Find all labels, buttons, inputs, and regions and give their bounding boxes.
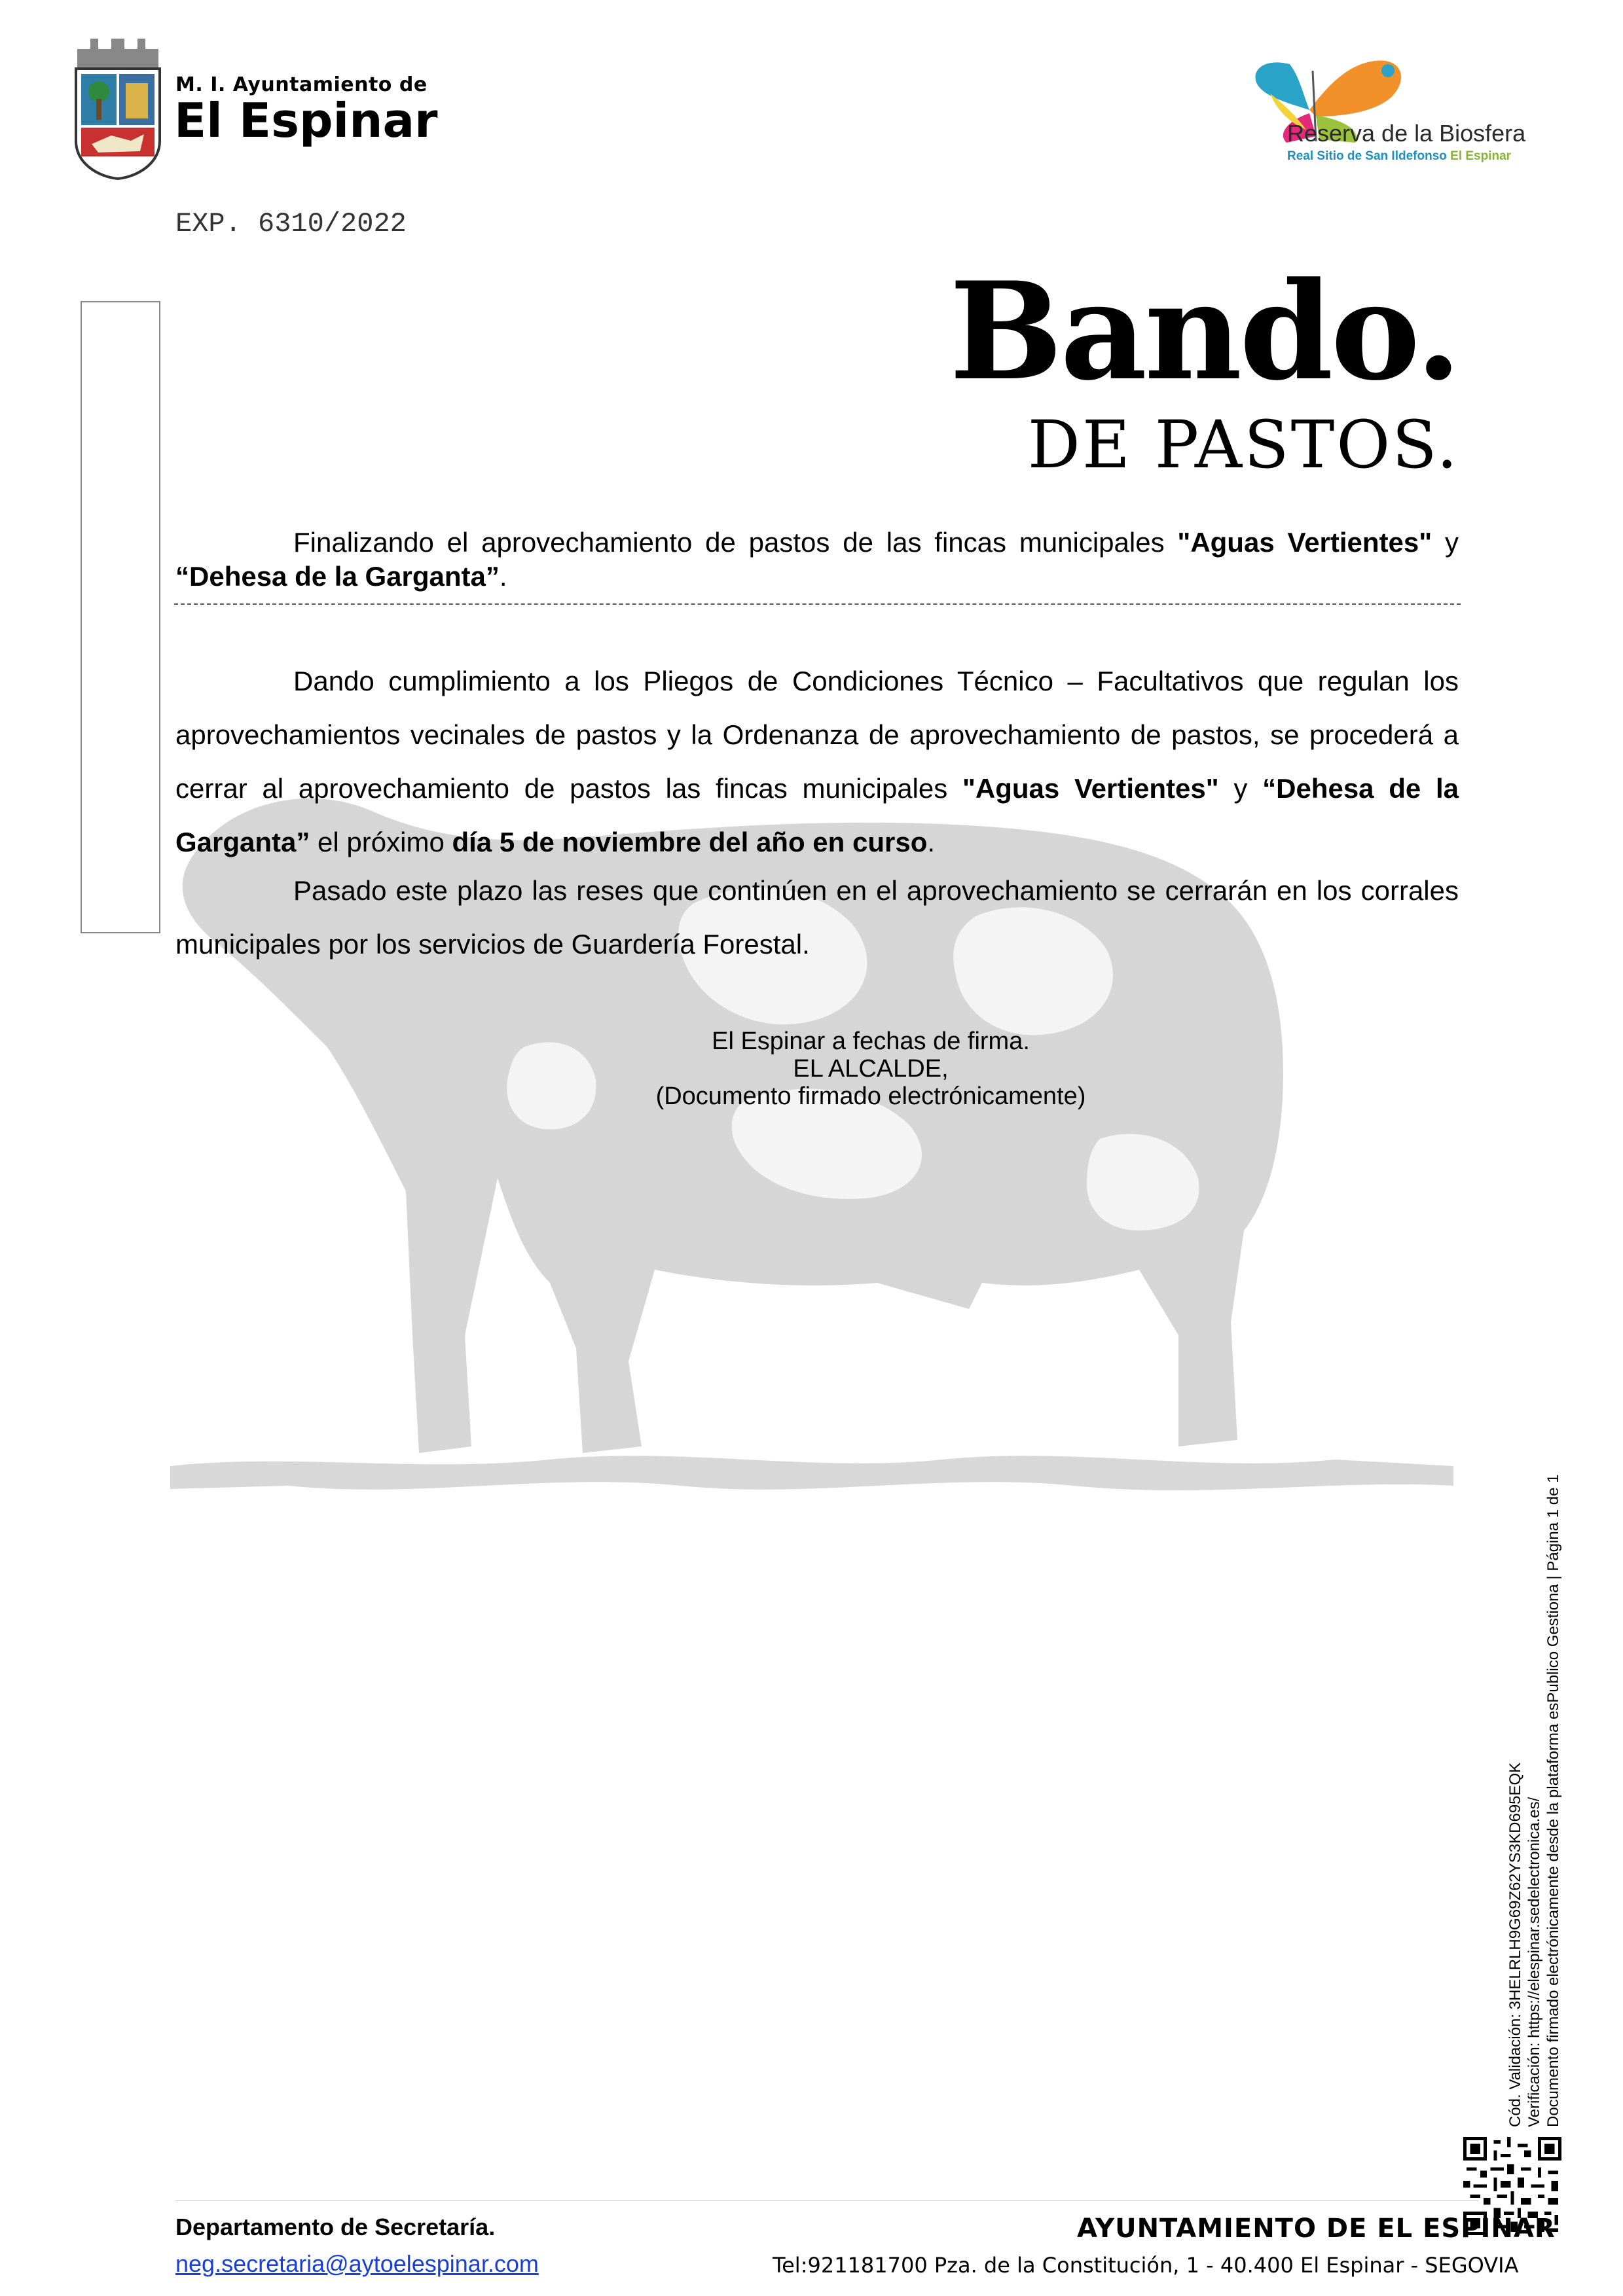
biosphere-subtitle-a: Real Sitio de San Ildefonso [1287, 149, 1451, 163]
signature-role: EL ALCALDE, [793, 1055, 949, 1083]
p2-bold-2: “Dehesa de la Garganta” [175, 773, 1459, 857]
signature-block [629, 1028, 1113, 1110]
biosphere-subtitle-b: El Espinar [1450, 149, 1512, 163]
file-number: EXP. 6310/2022 [175, 208, 407, 240]
dashed-divider [174, 603, 1461, 605]
footer-divider [175, 2200, 1478, 2201]
page-title: Bando. [949, 253, 1459, 410]
paragraph-main [175, 655, 1459, 869]
biosphere-title: Reserva de la Biosfera [1287, 120, 1526, 147]
p2-text-4: . [927, 827, 936, 857]
p1-bold-1: "Aguas Vertientes" [1177, 527, 1432, 558]
p1-bold-2: “Dehesa de la Garganta” [175, 561, 500, 592]
footer-contact: Tel:921181700 Pza. de la Constitución, 1 - 40.400 El Espinar - SEGOVIA [773, 2253, 1519, 2278]
validation-note: Documento firmado electrónicamente desde la plataforma esPublico Gestiona | Página 1 de 1 [1544, 1474, 1562, 2127]
p2-text-2: y [1218, 773, 1263, 804]
biosphere-subtitle [1287, 149, 1511, 164]
p2-text-1: Dando cumplimiento a los Pliegos de Condiciones Técnico – Facultativos que regulan los aprovechamientos vecinales de pastos y la Ordenanza de aprovechamiento de pastos, se procederá a cerrar al aprovechamiento de pastos las fincas municipales [175, 666, 1459, 804]
signature-note: (Documento firmado electrónicamente) [655, 1083, 1086, 1110]
validation-url: Verificación: https://elespinar.sedelectronica.es/ [1525, 1797, 1543, 2127]
org-prefix: M. I. Ayuntamiento de [175, 73, 428, 96]
footer-email-link[interactable]: neg.secretaria@aytoelespinar.com [175, 2250, 539, 2277]
p2-text-3: el próximo [310, 827, 452, 857]
p2-bold-1: "Aguas Vertientes" [962, 773, 1219, 804]
p1-text-3: . [499, 561, 507, 592]
validation-code: Cód. Validación: 3HELRLH9G69Z62YS3KD695EQK [1506, 1762, 1524, 2127]
signature-place-date: El Espinar a fechas de firma. [712, 1028, 1030, 1055]
butterfly-logo-icon [1250, 31, 1558, 169]
municipal-crest-icon [72, 36, 164, 180]
p1-text-1: Finalizando el aprovechamiento de pastos de las fincas municipales [293, 527, 1178, 558]
validation-sidebar [1506, 1440, 1568, 2127]
p1-text-2: y [1432, 527, 1459, 558]
p2-bold-3: día 5 de noviembre del año en curso [452, 827, 928, 857]
side-margin-box [81, 301, 160, 933]
footer-org-name: AYUNTAMIENTO DE EL ESPINAR [1077, 2214, 1556, 2244]
org-name: El Espinar [174, 93, 438, 148]
footer-department: Departamento de Secretaría. [175, 2214, 496, 2240]
page-subtitle: DE PASTOS. [1027, 406, 1459, 483]
paragraph-intro [175, 526, 1459, 594]
paragraph-closing: Pasado este plazo las reses que continúen en el aprovechamiento se cerrarán en los corrales municipales por los servicios de Guardería Forestal. [175, 875, 1459, 960]
